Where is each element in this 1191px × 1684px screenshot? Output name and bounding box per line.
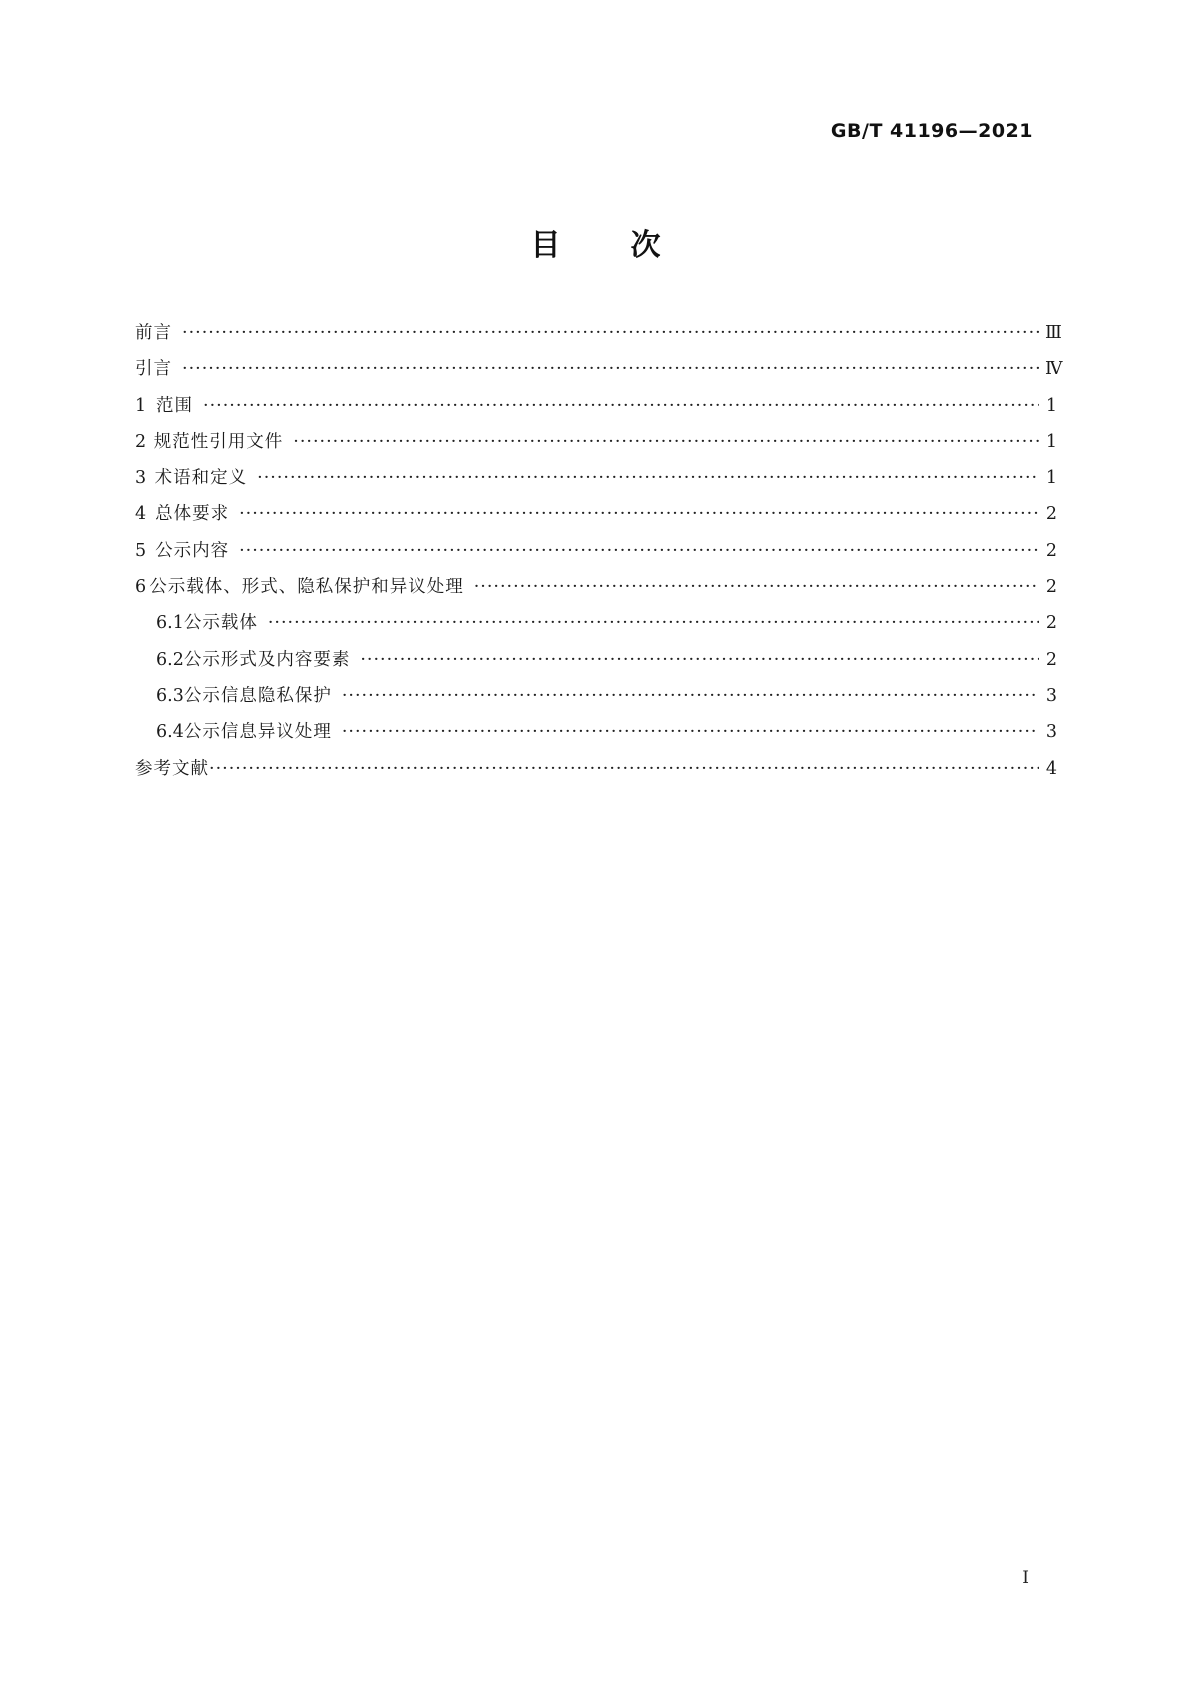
toc-entry-label: 公示信息隐私保护 xyxy=(183,685,332,706)
toc-entry-page: 2 xyxy=(1045,613,1057,634)
toc-entry-6-4[interactable] xyxy=(135,721,1057,757)
toc-entry-page: 2 xyxy=(1045,540,1057,561)
toc-entry-6-1[interactable] xyxy=(135,612,1057,648)
toc-entry-label: 范围 xyxy=(156,395,194,416)
toc-entry-page: 3 xyxy=(1045,722,1057,743)
dot-leader xyxy=(182,322,1039,344)
toc-entry-label: 前言 xyxy=(135,323,172,343)
toc-title xyxy=(0,220,1191,264)
toc-entry-introduction[interactable] xyxy=(135,358,1063,394)
dot-leader xyxy=(268,612,1039,634)
toc-entry-page: 1 xyxy=(1045,395,1057,416)
toc-entry-number: 4 xyxy=(135,504,147,525)
toc-entry-label: 公示内容 xyxy=(155,540,230,561)
toc-entry-page: 3 xyxy=(1045,685,1057,706)
toc-entry-label: 规范性引用文件 xyxy=(153,431,284,452)
standard-id: GB/T 41196—2021 xyxy=(830,120,1033,142)
toc-entry-publicity-content[interactable] xyxy=(135,540,1057,576)
toc-entry-number: 2 xyxy=(135,431,147,452)
dot-leader xyxy=(474,576,1039,598)
dot-leader xyxy=(239,503,1039,525)
toc-entry-label: 参考文献 xyxy=(135,758,209,779)
toc-entry-number: 3 xyxy=(135,468,147,489)
toc-entry-page: Ⅳ xyxy=(1045,359,1063,380)
dot-leader xyxy=(257,467,1039,489)
toc-entry-scope[interactable] xyxy=(135,395,1057,431)
table-of-contents xyxy=(135,322,1063,794)
toc-entry-label: 总体要求 xyxy=(155,504,230,525)
dot-leader xyxy=(203,395,1039,417)
toc-entry-6-3[interactable] xyxy=(135,685,1057,721)
toc-entry-normative-references[interactable] xyxy=(135,431,1057,467)
dot-leader xyxy=(342,721,1039,743)
toc-entry-label: 术语和定义 xyxy=(154,468,248,489)
toc-entry-page: 1 xyxy=(1045,431,1057,452)
toc-entry-number: 6.1 xyxy=(156,613,184,634)
dot-leader xyxy=(293,431,1039,453)
toc-entry-carrier-form-privacy-objection[interactable] xyxy=(135,576,1057,612)
toc-title-char-2: 次 xyxy=(630,228,661,263)
page-number: Ⅰ xyxy=(1022,1568,1029,1588)
dot-leader xyxy=(342,685,1039,707)
toc-entry-foreword[interactable] xyxy=(135,322,1062,358)
toc-entry-label: 公示载体、形式、隐私保护和异议处理 xyxy=(149,577,464,598)
dot-leader xyxy=(182,358,1039,380)
toc-title-char-1: 目 xyxy=(530,228,561,263)
toc-entry-label: 公示信息异议处理 xyxy=(183,722,332,743)
toc-entry-label: 公示载体 xyxy=(183,613,258,634)
toc-entry-page: 2 xyxy=(1045,504,1057,525)
toc-entry-number: 6.4 xyxy=(156,722,184,743)
toc-entry-page: 2 xyxy=(1045,577,1057,598)
toc-entry-page: Ⅲ xyxy=(1045,323,1062,343)
toc-entry-page: 2 xyxy=(1045,649,1057,670)
toc-entry-page: 4 xyxy=(1045,758,1057,779)
toc-entry-number: 6 xyxy=(135,577,147,598)
toc-entry-number: 5 xyxy=(135,540,147,561)
toc-entry-terms-definitions[interactable] xyxy=(135,467,1057,503)
toc-entry-number: 1 xyxy=(135,395,147,416)
toc-entry-general-requirements[interactable] xyxy=(135,503,1057,539)
dot-leader xyxy=(360,649,1039,671)
toc-entry-number: 6.2 xyxy=(156,649,184,670)
dot-leader xyxy=(239,540,1039,562)
toc-entry-bibliography[interactable] xyxy=(135,758,1057,794)
toc-entry-number: 6.3 xyxy=(156,685,184,706)
dot-leader xyxy=(209,758,1039,780)
toc-entry-label: 公示形式及内容要素 xyxy=(183,649,351,670)
toc-entry-label: 引言 xyxy=(135,359,172,380)
toc-entry-page: 1 xyxy=(1045,468,1057,489)
toc-entry-6-2[interactable] xyxy=(135,649,1057,685)
